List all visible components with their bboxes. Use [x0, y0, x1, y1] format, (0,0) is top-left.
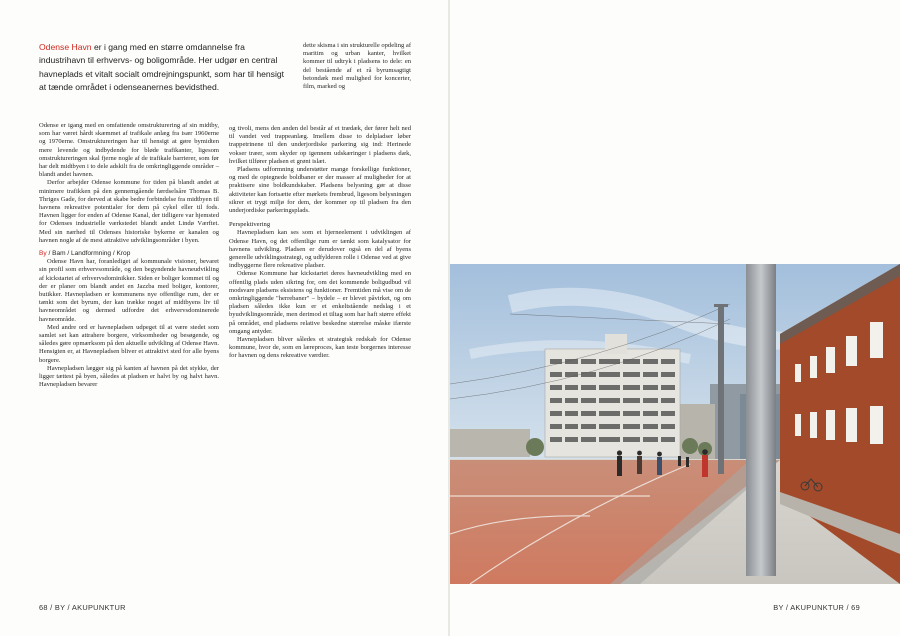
body-paragraph: Odense er igang med en omfattende omstrukturering af sin midtby, som har været hårdt skæmmet af trafikale anlæg fra især 1960erne og 1970erne. Omstruktureringen har til hensigt at gøre bymidten mere levende og indbydende for bløde trafikanter, ligesom omstruktureringen skal fjerne nogle af de trafikale barrierer, som før har delt midtbyen i to dele adskilt fra de omkringliggende områder – blandt andet havnen.	[39, 122, 219, 179]
folio-left: 68 / BY / AKUPUNKTUR	[39, 603, 126, 612]
body-paragraph: Havnepladsen lægger sig på kanten af havnen på det stykke, der ligger tættest på byen, således at pladsen er halvt by og halvt havn. Havnepladsen bevarer	[39, 364, 219, 389]
byline-prefix: By	[39, 250, 47, 258]
intro-highlight: Odense Havn	[39, 42, 92, 52]
body-paragraph: Havnepladsen kan ses som et hjerneelement i udviklingen af Odense Havn, og det offentlige rum er tænkt som katalysator for havnens udvikling. Pladsen er derudover også en del af byens generelle udviklingsstrategi, og udfylderen rolle i Odense ved at give indbyggerne flere rekreative pladser.	[229, 229, 411, 270]
havnepladsen-photo	[450, 264, 900, 584]
section-heading: Perspektivering	[229, 221, 271, 229]
right-page	[450, 0, 900, 636]
body-paragraph: Havnepladsen bliver således et strategisk redskab for Odense kommune, hvor de, som en læreproces, kan teste borgernes interesse for havnen og dens rekreative værdier.	[229, 336, 411, 360]
body-paragraph: Pladsens udformning understøtter mange forskellige funktioner, og med de optegnede boldbaner er der masser af muligheder for at praktisere sine boldkundskaber. Pladsens belysning gør at disse aktiviteter kan fortsætte efter mørkets frembrud, ligesom belysningen sikrer et trygt miljø for dem, der kommer op til pladsen fra den underjordiske parkeringsplads.	[229, 166, 411, 215]
body-paragraph: og tivoli, mens den anden del består af et trædæk, der fører helt ned til vandet ved trappeanlæg. Imellem disse to delpladser løber trappetrinene til den underjordiske parkering sig ind: Herinede vokser træer, som skyder op igennem udskæringer i pladsens dæk, hvilket tilfører pladsen et grønt islæt.	[229, 125, 411, 165]
folio-right: BY / AKUPUNKTUR / 69	[773, 603, 860, 612]
intro-paragraph	[39, 41, 285, 95]
apartment-block	[545, 334, 680, 457]
body-paragraph: Med andre ord er havnepladsen udpeget til at være stedet som samlet set kan attrahere borgere, virksomheder og besøgende, og således gøre opmærksom på den aktuelle udvikling af Odense Havn. Hensigten er, at Havnepladsen bliver et attraktivt sted for alle byens borgere.	[39, 323, 219, 364]
left-page	[0, 0, 449, 636]
byline-rest: / Bam / Landformning / Krop	[46, 250, 131, 258]
lamp-pole	[746, 264, 776, 576]
body-paragraph: Derfor arbejder Odense kommune for tiden på blandt andet at minimere trafikken på den gennemgående færdselsåre Thomas B. Thriges Gade, for derved at skabe bedre forbindelse fra midtbyen til havnens rekreative potentialer for dem på cykel eller til fods. Havnen ligger for enden af Odense Kanal, der tidligere var hjemsted for Odenses industrielle værkstedet blandt andet Lindø Værftet. Med sin nærhed til Odenses historiske bykerne er kanalen og havnen nogle af de mest attraktive udviklingsområder i byen.	[39, 179, 219, 244]
intro-text: er i gang med en større omdannelse fra industrihavn til erhvervs- og boligområde. Her udgør en central havneplads et vitalt socialt omdrejningspunkt, som har til hensigt at tænde området i odenseanernes bevidsthed.	[39, 42, 285, 93]
column-middle	[229, 125, 411, 361]
column-top-paragraph: dette skisma i sin strukturelle opdeling af maritim og urban kanter, hvilket kommer til udtryk i pladsens to dele: en del bestående af et rå byrumsagtigt betondæk med mulighed for koncerter, film, marked og	[303, 42, 412, 91]
body-paragraph: Odense Kommune har kickstartet deres havneudvikling med en offentlig plads uden sikring for, om det kommende boligudbud vil modsvare pladsens eksistens og funktioner. Fremtiden må vise om de omkringliggende "herrebaner" – bydele – er blevet påvirket, og om pladsen således ikke kun er et enkeltstående nedslag i et byudviklingsområde, men derimod et tiltag som har haft større effekt på området, end pladsens relative beskedne størrelse måske ifærste omgang antyder.	[229, 270, 411, 335]
column-top-right	[303, 42, 411, 91]
body-paragraph: Odense Havn har, foranlediget af kommunale visioner, bevaret sin profil som erhvervsområde, og den begyndende havneudvikling af kickstartet af erhvervsdominikker. Siden er boliger kommet til og der er planer om blandt andet en Jazzba med boliger, kontorer, butikker. Havnepladsen er kommunens nye offentlige rum, der er tænkt som det byrum, der kan trække noget af midtbyens liv til havneområdet og dermed udfordre det erhvervsdominerede havneområde.	[39, 258, 219, 323]
column-left	[39, 122, 219, 390]
byline	[39, 250, 219, 258]
